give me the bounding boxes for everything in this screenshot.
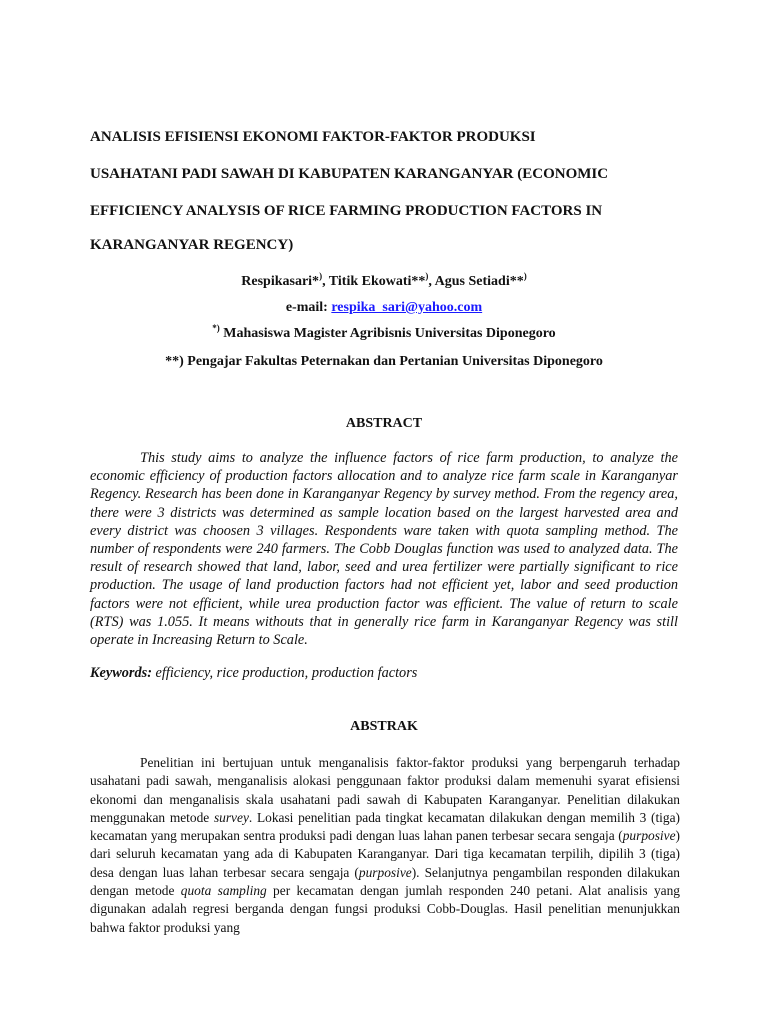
affiliation-1-mark: *)	[212, 323, 220, 333]
email-label: e-mail:	[285, 300, 332, 315]
title-line-2: USAHATANI PADI SAWAH DI KABUPATEN KARANGANYAR (ECONOMIC	[90, 166, 609, 182]
abstrak-term-survey: survey	[213, 809, 249, 825]
abstrak-term-purposive-2: purposive	[358, 864, 412, 880]
author-3: , Agus Setiadi**	[428, 274, 524, 289]
abstrak-term-purposive-1: purposive	[622, 828, 676, 844]
author-1-mark: )	[319, 271, 323, 281]
abstrak-heading: ABSTRAK	[350, 719, 418, 734]
affiliation-2: **) Pengajar Fakultas Peternakan dan Pertanian Universitas Diponegoro	[165, 354, 603, 369]
keywords-label: Keywords:	[90, 665, 152, 681]
author-list	[0, 273, 768, 291]
title-line-1: ANALISIS EFISIENSI EKONOMI FAKTOR-FAKTOR PRODUKSI	[90, 129, 536, 145]
email-line	[0, 299, 768, 317]
abstrak-term-quota-sampling: quota sampling	[180, 883, 267, 899]
affiliation-1-text: Mahasiswa Magister Agribisnis Universitas Diponegoro	[219, 326, 556, 341]
author-2-mark: )	[425, 271, 429, 281]
abstrak-text-5: per kecamatan dengan jumlah responden 240 petani. Alat analisis yang digunakan adalah regresi berganda dengan fungsi produksi Cobb-Douglas. Hasil penelitian menunjukkan bahwa faktor produksi yang	[90, 883, 681, 935]
abstrak-text-3: ) dari seluruh kecamatan yang ada di Kabupaten Karanganyar. Dari tiga kecamatan terpilih, dipilih 3 (tiga) desa dengan luas lahan terbesar secara sengaja (	[90, 828, 680, 880]
affiliation-1	[0, 325, 768, 343]
keywords-line	[90, 664, 678, 682]
author-2: , Titik Ekowati**	[322, 274, 426, 289]
abstrak-text-2: . Lokasi penelitian pada tingkat kecamatan dilakukan dengan memilih 3 (tiga) kecamatan yang merupakan sentra produksi padi dengan luas lahan panen terbesar secara sengaja (	[90, 809, 680, 844]
abstract-english: This study aims to analyze the influence factors of rice farm production, to analyze the economic efficiency of production factors allocation and to analyze rice farm scale in Karanganyar Regency. Research has been done in Karanganyar Regency by survey method. From the regency area, there were 3 districts was determined as sample location based on the largest harvested area and every district was choosen 3 villages. Respondents ware taken with quota sampling method. The number of respondents were 240 farmers. The Cobb Douglas function was used to analyzed data. The result of research showed that land, labor, seed and urea fertilizer were partially significant to rice production. The usage of land production factors had not efficient yet, labor and seed production factors were not efficient, while urea production factor was efficient. The value of return to scale (RTS) was 1.055. It means withouts that in generally rice farm in Karanganyar Regency was still operate in Increasing Return to Scale.	[90, 450, 678, 649]
title-line-4: KARANGANYAR REGENCY)	[90, 237, 294, 253]
abstrak-indonesian	[90, 754, 680, 937]
keywords-text: efficiency, rice production, production factors	[151, 665, 418, 681]
title-line-3: EFFICIENCY ANALYSIS OF RICE FARMING PRODUCTION FACTORS IN	[90, 203, 603, 219]
email-link[interactable]: respika_sari@yahoo.com	[331, 300, 483, 315]
author-3-mark: )	[523, 271, 527, 281]
abstract-heading: ABSTRACT	[345, 416, 423, 431]
abstrak-text-4: ). Selanjutnya pengambilan responden dilakukan dengan metode	[90, 864, 680, 899]
abstrak-text-1: Penelitian ini bertujuan untuk menganalisis faktor-faktor produksi yang berpengaruh terhadap usahatani padi sawah, menganalisis alokasi penggunaan faktor produksi dalam memenuhi syarat efisiensi ekonomi dan menganalisis skala usahatani padi sawah di Kabupaten Karanganyar. Penelitian dilakukan menggunakan metode	[90, 755, 680, 825]
author-1: Respikasari*	[241, 274, 320, 289]
